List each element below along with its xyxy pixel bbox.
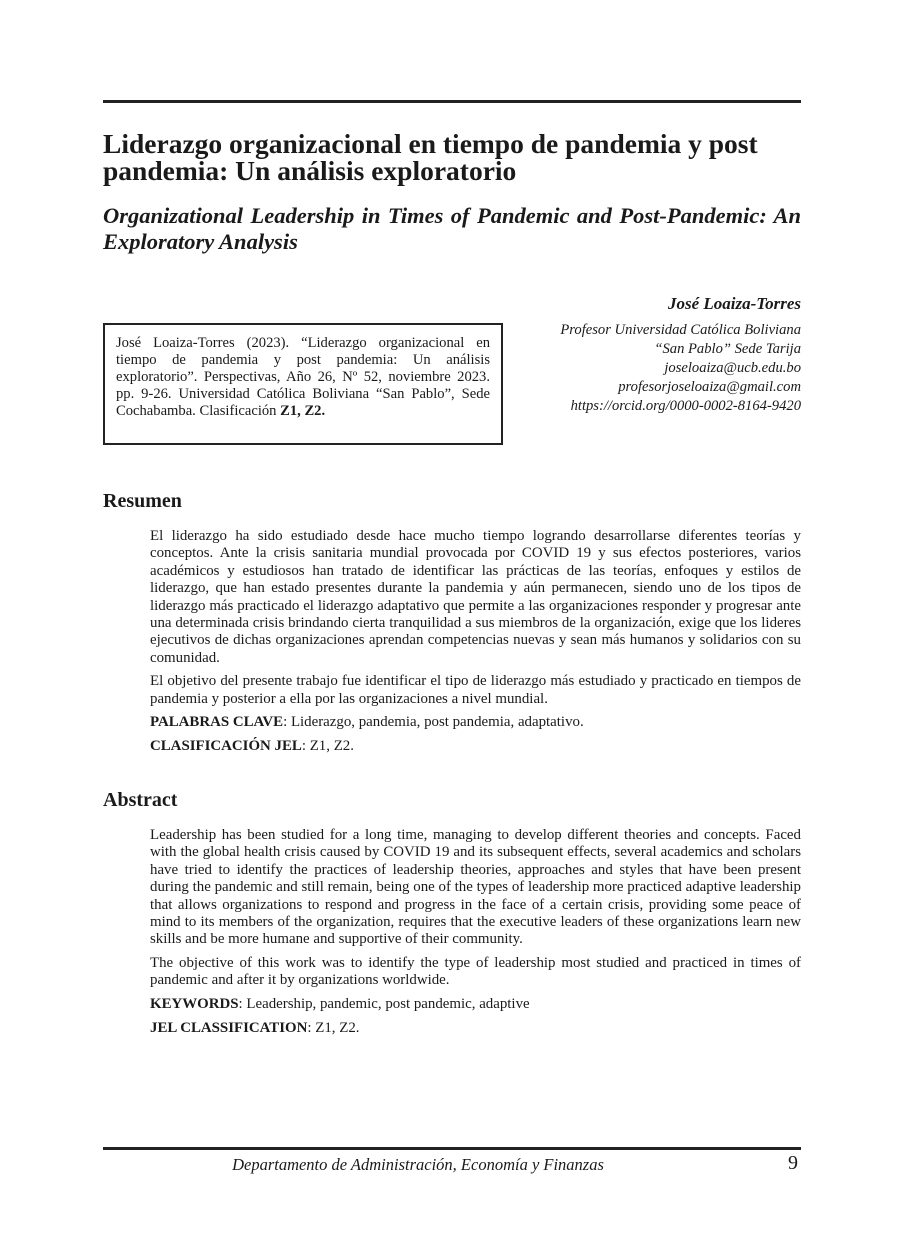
resumen-paragraph-1: El liderazgo ha sido estudiado desde hace mucho tiempo logrando desarrollarse diferentes teorías y conceptos. Ante la crisis sanitaria mundial provocada por COVID 19 y sus efectos posteriores, varios académicos y estudiosos han tratado de identificar las prácticas de las teorías, enfoques y estilos de liderazgo, que han estado presentes durante la pandemia y aún permanecen, siendo uno de los tipos de liderazgo más practicado el liderazgo adaptativo que permite a las organizaciones responder y progresar ante una determinada crisis brindando cierta tranquilidad a sus miembros de la organización, exige que los lideres ejecutivos de dichas organizaciones aprendan competencias nuevas y sean más humanos y solidarios con su comunidad. (150, 528, 801, 666)
citation-classification: Z1, Z2. (280, 403, 326, 419)
abstract-jel (150, 1020, 801, 1037)
author-block (481, 294, 801, 416)
abstract-keywords-value: : Leadership, pandemic, post pandemic, adaptive (238, 995, 530, 1012)
citation-text: José Loaiza-Torres (2023). “Liderazgo organizacional en tiempo de pandemia y post pandemia: Un análisis exploratorio”. Perspectivas, Año 26, Nº 52, noviembre 2023. pp. 9-26. Universidad Católica Boliviana “San Pablo”, Sede Cochabamba. Clasificación (116, 335, 490, 419)
abstract-paragraph-1: Leadership has been studied for a long time, managing to develop different theories and concepts. Faced with the global health crisis caused by COVID 19 and its subsequent effects, several academics and scholars have tried to identify the practices of leadership theories, approaches and styles that have been present during the pandemic and still remain, being one of the types of leadership more practiced adaptive leadership that allows organizations to respond and progress in the face of a certain crisis, providing some peace of mind to its members of the organization, requires that the executive leaders of these organizations learn new skills and be more humane and supportive of their community. (150, 827, 801, 948)
citation-paragraph (116, 335, 490, 420)
author-name: José Loaiza-Torres (667, 294, 801, 313)
resumen-jel-value: : Z1, Z2. (301, 738, 354, 755)
author-orcid-link[interactable]: https://orcid.org/0000-0002-8164-9420 (570, 398, 801, 414)
page-number: 9 (788, 1152, 798, 1174)
footer-department: Departamento de Administración, Economía y Finanzas (232, 1155, 604, 1174)
abstract-jel-label: JEL CLASSIFICATION (150, 1020, 308, 1037)
resumen-keywords (150, 714, 801, 731)
resumen-jel (150, 738, 801, 755)
resumen-heading: Resumen (103, 490, 182, 512)
resumen-jel-label: CLASIFICACIÓN JEL (150, 738, 302, 755)
author-email-2[interactable]: profesorjoseloaiza@gmail.com (618, 379, 801, 395)
abstract-body (150, 827, 801, 1044)
resumen-body (150, 528, 801, 763)
abstract-jel-value: : Z1, Z2. (307, 1020, 360, 1037)
citation-box (103, 323, 503, 445)
abstract-keywords (150, 996, 801, 1013)
author-affiliation-2: “San Pablo” Sede Tarija (654, 341, 801, 357)
resumen-paragraph-2: El objetivo del presente trabajo fue identificar el tipo de liderazgo más estudiado y practicado en tiempos de pandemia y posterior a ella por las organizaciones a nivel mundial. (150, 673, 801, 707)
title-spanish: Liderazgo organizacional en tiempo de pandemia y post pandemia: Un análisis exploratorio (103, 128, 758, 186)
resumen-keywords-value: : Liderazgo, pandemia, post pandemia, adaptativo. (283, 714, 584, 731)
author-affiliation-1: Profesor Universidad Católica Boliviana (560, 322, 801, 338)
abstract-keywords-label: KEYWORDS (150, 995, 239, 1012)
bottom-rule (103, 1147, 801, 1150)
resumen-keywords-label: PALABRAS CLAVE (150, 714, 284, 731)
title-english: Organizational Leadership in Times of Pandemic and Post-Pandemic: An Exploratory Analysis (103, 203, 801, 254)
author-email-1[interactable]: joseloaiza@ucb.edu.bo (664, 360, 801, 376)
top-rule (103, 100, 801, 103)
abstract-heading: Abstract (103, 789, 178, 811)
abstract-paragraph-2: The objective of this work was to identify the type of leadership most studied and practiced in times of pandemic and after it by organizations worldwide. (150, 954, 801, 989)
